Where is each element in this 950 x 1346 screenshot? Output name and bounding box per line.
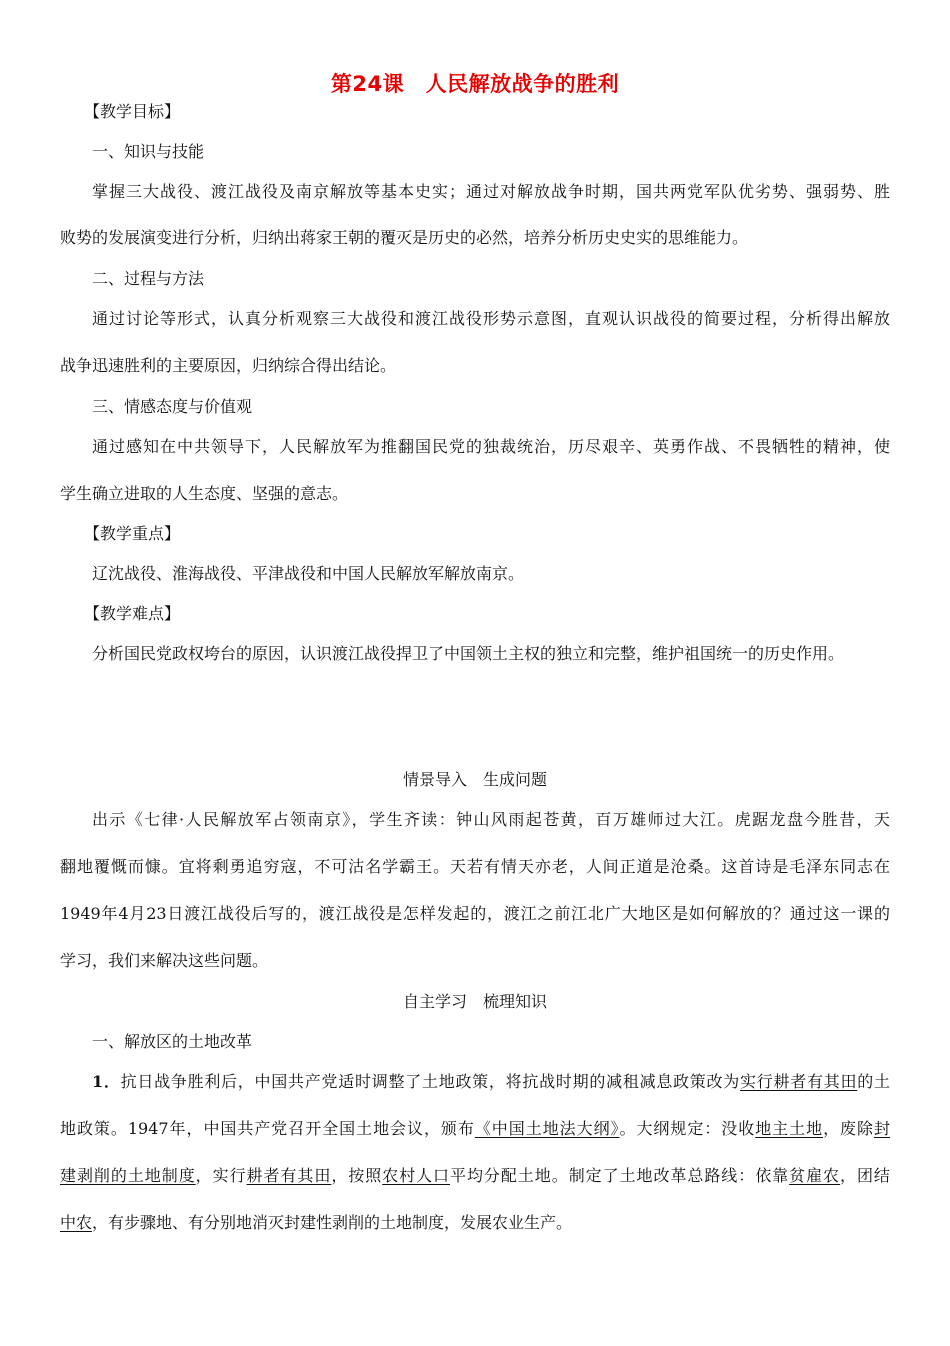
difficulty-text: 分析国民党政权垮台的原因，认识渡江战役捍卫了中国领土主权的独立和完整，维护祖国统一的历史作用。 [92,644,845,663]
section-3-line-1: 通过感知在中共领导下，人民解放军为推翻国民党的独裁统治，历尽艰辛、英勇作战、不畏牺牲的精神，使 [92,437,890,456]
land-reform-para-line-1: 1．抗日战争胜利后，中国共产党适时调整了土地政策，将抗战时期的减租减息政策改为实行耕者有其田的土 [92,1072,890,1091]
section-3-line-2: 学生确立进取的人生态度、坚强的意志。 [60,484,349,503]
item-number: 1． [92,1072,121,1091]
section-2-line-2: 战争迅速胜利的主要原因，归纳综合得出结论。 [60,356,397,375]
land-reform-para-line-2: 地政策。1947年，中国共产党召开全国土地会议，颁布《中国土地法大纲》。大纲规定：没收地主土地，废除封 [60,1119,890,1138]
intro-header: 情景导入 生成问题 [402,770,547,789]
section-2-line-1: 通过讨论等形式，认真分析观察三大战役和渡江战役形势示意图，直观认识战役的简要过程，分析得出解放 [92,309,890,328]
section-3-header: 三、情感态度与价值观 [92,397,253,416]
intro-line-3: 1949年4月23日渡江战役后写的，渡江战役是怎样发起的，渡江之前江北广大地区是如何解放的？通过这一课的 [60,904,890,923]
answer-blank: 中农 [60,1213,93,1232]
land-reform-para-line-4: 中农，有步骤地、有分别地消灭封建性剥削的土地制度，发展农业生产。 [60,1213,573,1232]
key-points-header: 【教学重点】 [84,524,181,543]
answer-blank: 建剥削的土地制度 [60,1166,196,1185]
intro-line-4: 学习，我们来解决这些问题。 [60,951,269,970]
self-study-header: 自主学习 梳理知识 [402,992,547,1011]
answer-blank: 实行耕者有其田 [740,1072,858,1091]
answer-blank: 地主土地 [755,1119,824,1138]
intro-line-1: 出示《七律·人民解放军占领南京》，学生齐读：钟山风雨起苍黄，百万雄师过大江。虎踞龙盘今胜昔，天 [92,810,890,829]
land-reform-para-line-3: 建剥削的土地制度，实行耕者有其田，按照农村人口平均分配土地。制定了土地改革总路线：依靠贫雇农，团结 [60,1166,890,1185]
section-1-line-1: 掌握三大战役、渡江战役及南京解放等基本史实；通过对解放战争时期，国共两党军队优劣势、强弱势、胜 [92,182,890,201]
answer-blank: 封 [873,1119,890,1138]
answer-blank: 耕者有其田 [246,1166,332,1185]
difficulty-header: 【教学难点】 [84,604,181,623]
lesson-title: 第24课 人民解放战争的胜利 [330,72,620,96]
intro-line-2: 翻地覆慨而慷。宜将剩勇追穷寇，不可沽名学霸王。天若有情天亦老，人间正道是沧桑。这首诗是毛泽东同志在 [60,857,890,876]
section-2-header: 二、过程与方法 [92,269,205,288]
section-1-header: 一、知识与技能 [92,142,205,161]
section-1-line-2: 败势的发展演变进行分析，归纳出蒋家王朝的覆灭是历史的必然，培养分析历史史实的思维能力。 [60,228,749,247]
objectives-header: 【教学目标】 [84,102,181,121]
land-reform-header: 一、解放区的土地改革 [92,1032,253,1051]
answer-blank: 《中国土地法大纲》 [474,1119,620,1138]
key-points-text: 辽沈战役、淮海战役、平津战役和中国人民解放军解放南京。 [92,564,525,583]
answer-blank: 农村人口 [382,1166,451,1185]
answer-blank: 贫雇农 [789,1166,841,1185]
